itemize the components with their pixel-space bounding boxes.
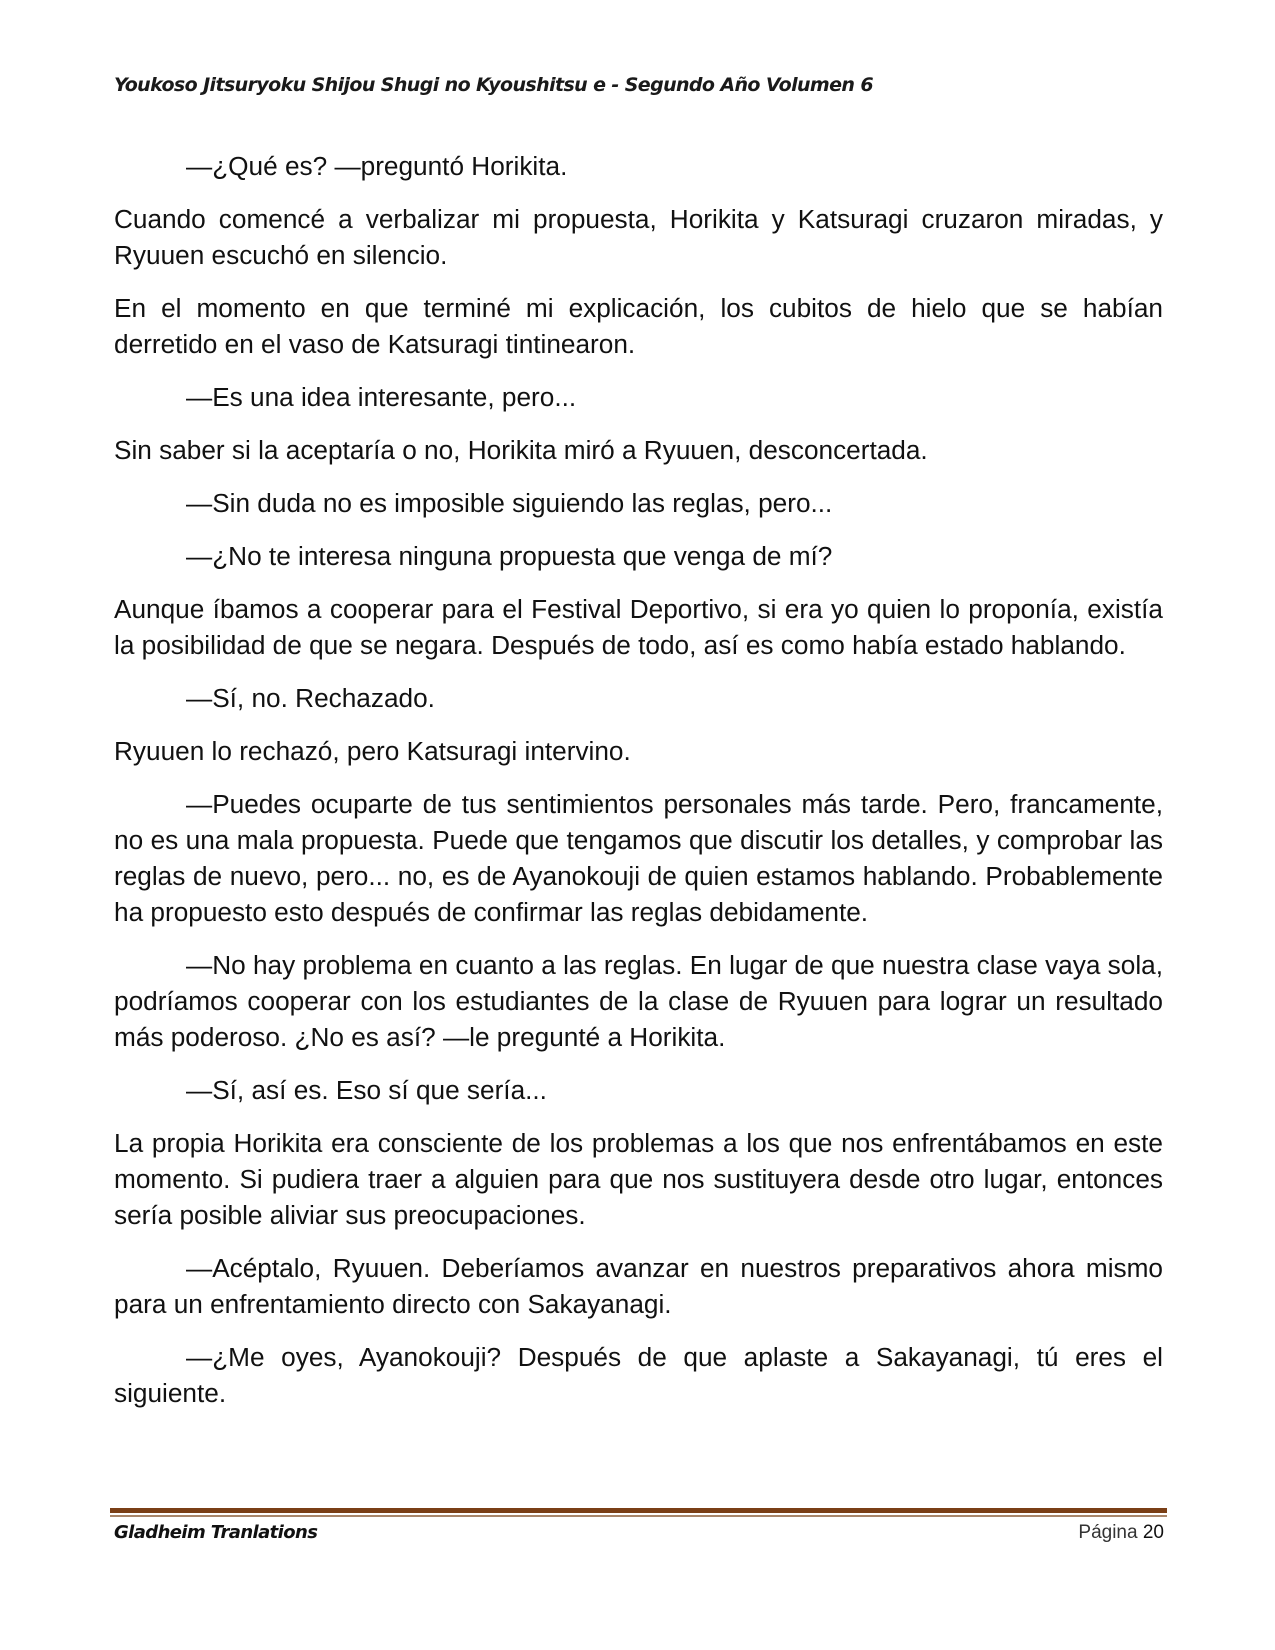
- dialogue-paragraph: —Es una idea interesante, pero...: [186, 382, 577, 412]
- dialogue-paragraph: —¿Me oyes, Ayanokouji? Después de que aplaste a Sakayanagi, tú eres el siguiente.: [114, 1342, 1163, 1408]
- narration-paragraph: Ryuuen lo rechazó, pero Katsuragi intervino.: [114, 736, 631, 766]
- narration-paragraph: Cuando comencé a verbalizar mi propuesta, Horikita y Katsuragi cruzaron miradas, y Ryuuen escuchó en silencio.: [114, 204, 1163, 270]
- page-number: [1078, 1522, 1164, 1544]
- dialogue-paragraph: —Sí, no. Rechazado.: [186, 683, 435, 713]
- dialogue-paragraph: —Acéptalo, Ryuuen. Deberíamos avanzar en nuestros preparativos ahora mismo para un enfrentamiento directo con Sakayanagi.: [114, 1253, 1163, 1319]
- narration-paragraph: Aunque íbamos a cooperar para el Festival Deportivo, si era yo quien lo proponía, existía la posibilidad de que se negara. Después de todo, así es como había estado hablando.: [114, 594, 1163, 660]
- dialogue-paragraph: —Sí, así es. Eso sí que sería...: [186, 1075, 547, 1105]
- narration-paragraph: La propia Horikita era consciente de los problemas a los que nos enfrentábamos en este momento. Si pudiera traer a alguien para que nos sustituyera desde otro lugar, entonces sería posible aliviar sus preocupaciones.: [114, 1128, 1163, 1230]
- dialogue-paragraph: —¿No te interesa ninguna propuesta que venga de mí?: [186, 541, 833, 571]
- narration-paragraph: En el momento en que terminé mi explicación, los cubitos de hielo que se habían derretido en el vaso de Katsuragi tintinearon.: [114, 293, 1163, 359]
- running-header: Youkoso Jitsuryoku Shijou Shugi no Kyoushitsu e - Segundo Año Volumen 6: [114, 74, 873, 96]
- dialogue-paragraph: —Sin duda no es imposible siguiendo las reglas, pero...: [186, 488, 833, 518]
- narration-paragraph: Sin saber si la aceptaría o no, Horikita miró a Ryuuen, desconcertada.: [114, 435, 928, 465]
- page-body: [114, 148, 1163, 1428]
- page-number-value: 20: [1142, 1522, 1164, 1543]
- footer-divider: [110, 1508, 1167, 1517]
- dialogue-paragraph: —¿Qué es? —preguntó Horikita.: [186, 151, 568, 181]
- dialogue-paragraph: —Puedes ocuparte de tus sentimientos personales más tarde. Pero, francamente, no es una mala propuesta. Puede que tengamos que discutir los detalles, y comprobar las reglas de nuevo, pero... no, es de Ayanokouji de quien estamos hablando. Probablemente ha propuesto esto después de confirmar las reglas debidamente.: [114, 789, 1163, 927]
- footer-credit: Gladheim Tranlations: [114, 1522, 318, 1543]
- page-label: Página: [1078, 1522, 1138, 1543]
- dialogue-paragraph: —No hay problema en cuanto a las reglas. En lugar de que nuestra clase vaya sola, podríamos cooperar con los estudiantes de la clase de Ryuuen para lograr un resultado más poderoso. ¿No es así? —le pregunté a Horikita.: [114, 950, 1163, 1052]
